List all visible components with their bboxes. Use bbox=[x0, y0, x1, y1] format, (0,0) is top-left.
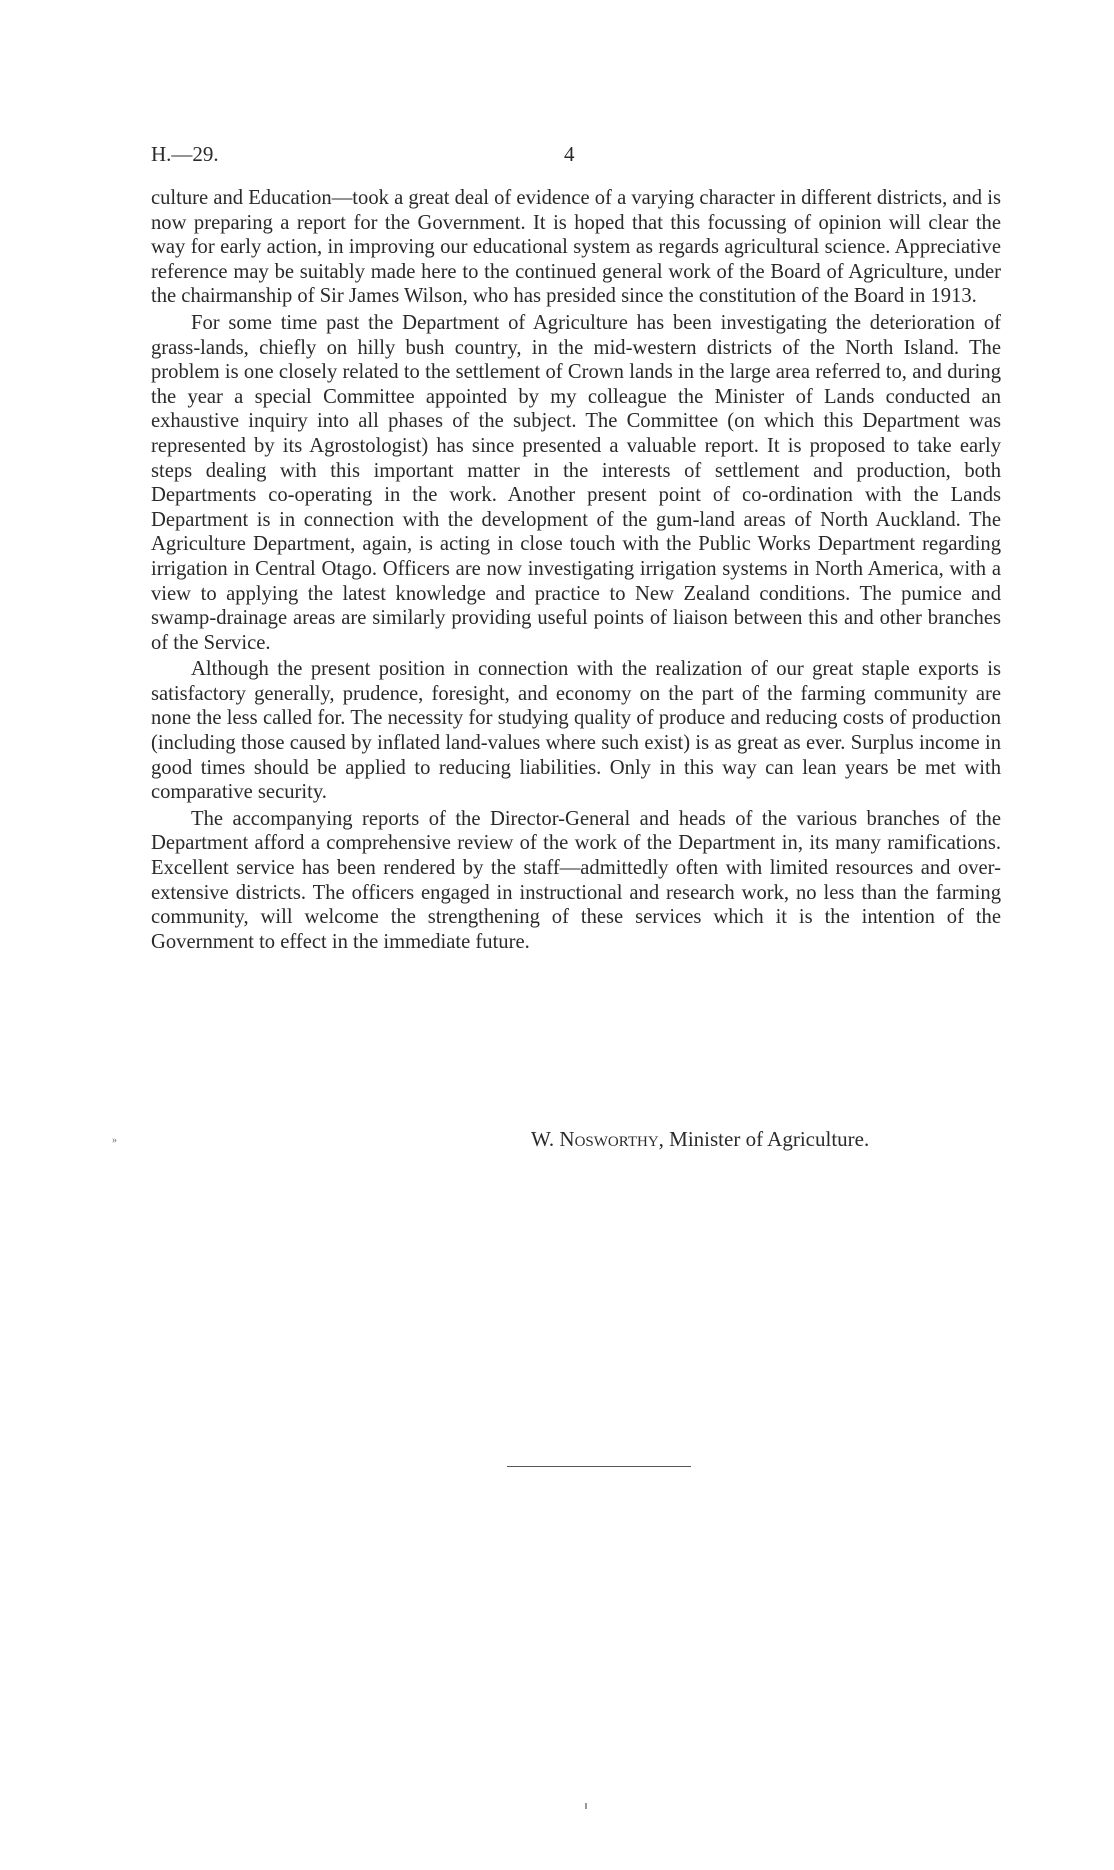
document-reference: H.—29. bbox=[151, 142, 219, 166]
body-text bbox=[151, 186, 1001, 956]
page-number: 4 bbox=[564, 142, 575, 166]
paragraph-grasslands: For some time past the Department of Agriculture has been investigating the deterioration of grass-lands, chiefly on hilly bush country, in the mid-western districts of the North Island. The problem is one closely related to the settlement of Crown lands in the large area referred to, and during the year a special Committee appointed by my colleague the Minister of Lands conducted an exhaustive inquiry into all phases of the subject. The Committee (on which this Department was represented by its Agrostologist) has since presented a valuable report. It is proposed to take early steps dealing with this important matter in the interests of settlement and production, both Departments co-operating in the work. Another present point of co-ordination with the Lands Department is in connection with the development of the gum-land areas of North Auckland. The Agriculture Department, again, is acting in close touch with the Public Works Department regarding irrigation in Central Otago. Officers are now investigating irrigation systems in North America, with a view to applying the latest knowledge and practice to New Zealand conditions. The pumice and swamp-drainage areas are similarly providing useful points of liaison between this and other branches of the Service. bbox=[151, 311, 1001, 654]
paragraph-exports: Although the present position in connection with the realization of our great staple exports is satisfactory generally, prudence, foresight, and economy on the part of the farming community are none the less called for. The necessity for studying quality of produce and reducing costs of production (including those caused by inflated land-values where such exist) is as great as ever. Surplus income in good times should be applied to reducing liabilities. Only in this way can lean years be met with comparative security. bbox=[151, 658, 1001, 804]
stray-mark: » bbox=[112, 1135, 117, 1146]
signature-title: , Minister of Agriculture. bbox=[658, 1127, 870, 1151]
signature-name: Nosworthy bbox=[559, 1127, 659, 1151]
signature bbox=[531, 1127, 869, 1152]
page-header bbox=[151, 142, 1001, 172]
scan-speck bbox=[585, 1803, 587, 1809]
paragraph-continuation: culture and Education—took a great deal of evidence of a varying character in different districts, and is now preparing a report for the Government. It is hoped that this focussing of opinion will clear the way for early action, in improving our educational system as regards agricultural science. Appreciative reference may be suitably made here to the continued general work of the Board of Agriculture, under the chairmanship of Sir James Wilson, who has presided since the constitution of the Board in 1913. bbox=[151, 187, 1001, 308]
paragraph-reports: The accompanying reports of the Director-General and heads of the various branches of the Department afford a comprehensive review of the work of the Department in, its many ramifications. Excellent service has been rendered by the staff—admittedly often with limited resources and over-extensive districts. The officers engaged in instructional and research work, no less than the farming community, will welcome the strengthening of these services which it is the intention of the Government to effect in the immediate future. bbox=[151, 807, 1001, 953]
closing-rule bbox=[507, 1466, 691, 1467]
signature-initial: W. bbox=[531, 1127, 555, 1151]
